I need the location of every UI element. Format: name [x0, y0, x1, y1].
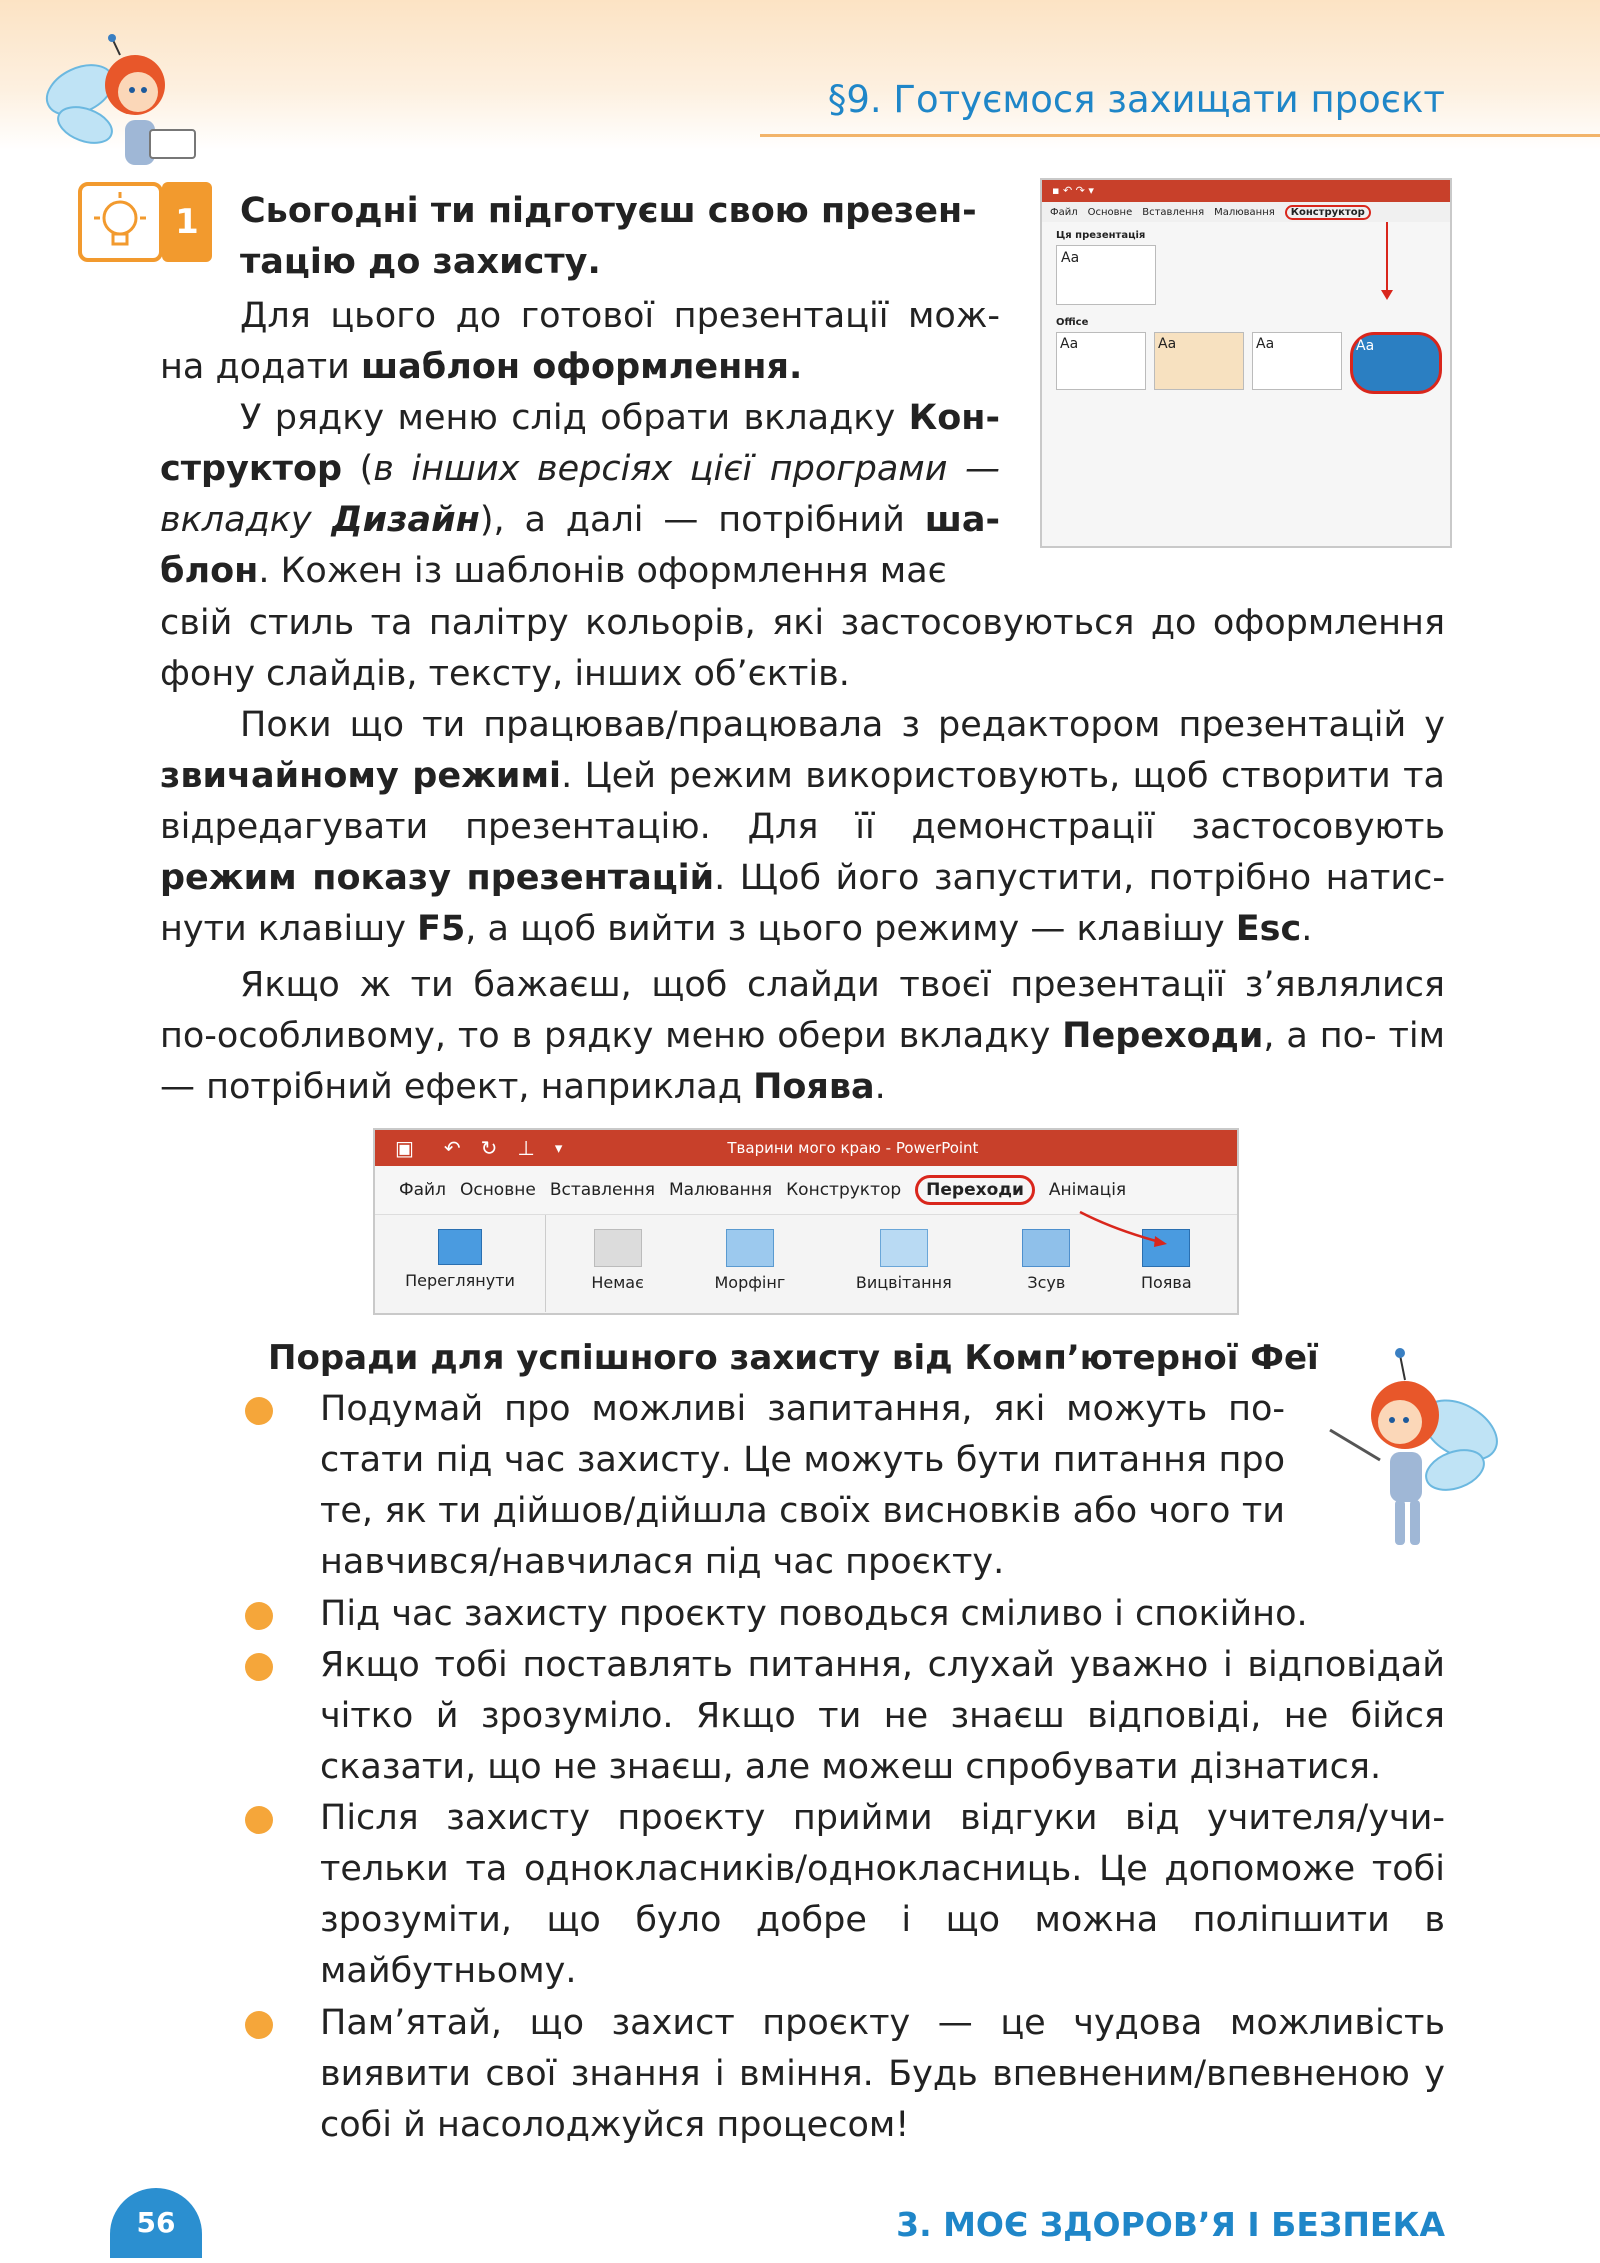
p2-text3: ), а далі — потрібний: [479, 500, 925, 540]
bullet-icon: [245, 1806, 273, 1834]
fairy-illustration: [40, 30, 220, 200]
theme-thumb-selected[interactable]: Aa: [1350, 332, 1442, 394]
paragraph-template: [160, 291, 1000, 393]
p4-text1: Якщо ж ти бажаєш, щоб слайди твоєї презентації з’являлися по-особливому, то в рядку меню обери вкладку: [160, 965, 1445, 1056]
p2-text5: свій стиль та палітру кольорів, які застосовуються до оформлення фону слайдів, тексту, інших об’єктів.: [160, 603, 1445, 694]
undo-icon[interactable]: ↶: [443, 1136, 461, 1160]
constructor-screenshot: [1040, 178, 1452, 548]
section-title: 3. МОЄ ЗДОРОВ’Я І БЕЗПЕКА: [896, 2205, 1445, 2244]
tab-design[interactable]: Конструктор: [786, 1180, 902, 1200]
bullet-icon: [245, 1397, 273, 1425]
lightbulb-icon: [78, 182, 163, 262]
bullet-icon: [245, 1602, 273, 1630]
p3-bold2: режим показу презентацій: [160, 858, 715, 898]
effect-label: Вицвітання: [855, 1273, 952, 1292]
chapter-title: §9. Готуємося захищати проєкт: [827, 78, 1445, 121]
bullet-icon: [245, 1653, 273, 1681]
shot1-titlebar: ▪ ↶ ↷ ▾: [1042, 180, 1450, 202]
p2-bold1: Кон- структор: [160, 398, 1000, 489]
p1-text: Для цього до готової презентації мож- на додати: [160, 296, 1000, 387]
paragraph-modes: [160, 700, 1445, 955]
shot1-section-current: Ця презентація: [1056, 230, 1146, 241]
effects-gallery: [546, 1215, 1237, 1312]
effect-fade[interactable]: [856, 1215, 952, 1312]
p4-text2: , а по- тім — потрібний ефект, наприклад: [160, 1016, 1445, 1107]
paragraph-constructor: [160, 393, 1000, 597]
p4-bold2: Поява: [753, 1067, 875, 1107]
header-divider: [760, 134, 1600, 137]
save-icon[interactable]: ▣: [395, 1136, 414, 1160]
tip-item: Пам’ятай, що захист проєкту — це чудова можливість виявити свої знання і вміння. Будь впевненим/впевненою у собі й насолоджуйся процесом!: [320, 2003, 1445, 2145]
customize-icon[interactable]: ▾: [554, 1139, 563, 1157]
shot1-tab-home[interactable]: Основне: [1087, 206, 1133, 218]
effect-label: Зсув: [1027, 1273, 1066, 1292]
p3-text4: , а щоб вийти з цього режиму — клавішу: [465, 909, 1236, 949]
shot2-ribbon: [375, 1215, 1237, 1312]
present-icon[interactable]: ⊥: [517, 1136, 535, 1160]
p2-bold2: ша- блон: [160, 500, 1001, 591]
intro-line1: Сьогодні ти підготуєш свою презен-: [240, 191, 977, 231]
p3-bold3: F5: [417, 909, 466, 949]
p4-text3: .: [874, 1067, 886, 1107]
shot1-current-theme[interactable]: Aa: [1056, 245, 1156, 305]
tip-item: Якщо тобі поставлять питання, слухай уважно і відповідай чітко й зрозуміло. Якщо ти не знаєш відповіді, не бійся сказати, що не знаєш, але можеш спробувати дізнатися.: [320, 1645, 1445, 1787]
shot1-section-office: Office: [1056, 317, 1089, 328]
theme-thumb[interactable]: Aa: [1056, 332, 1146, 390]
fairy-illustration: [1310, 1340, 1500, 1570]
shot1-theme-gallery: [1042, 332, 1450, 394]
effect-push-icon: [1022, 1229, 1070, 1267]
effect-morph-icon: [726, 1229, 774, 1267]
p2-text4: . Кожен із шаблонів оформлення має: [258, 551, 947, 591]
tab-animations[interactable]: Анімація: [1048, 1180, 1127, 1200]
effect-appear-icon: [1142, 1229, 1190, 1267]
effect-none-icon: [594, 1229, 642, 1267]
effect-push[interactable]: [1022, 1215, 1070, 1312]
tip-item: Подумай про можливі запитання, які можуть по- стати під час захисту. Це можуть бути питання про те, як ти дійшов/дійшла своїх висновків або чого ти навчився/навчилася під час проєкту.: [320, 1389, 1285, 1582]
shot2-titlebar: [375, 1130, 1237, 1166]
page-number: 56: [110, 2188, 202, 2258]
shot1-tab-file[interactable]: Файл: [1050, 206, 1078, 218]
theme-thumb[interactable]: Aa: [1154, 332, 1244, 390]
task-number: 1: [162, 182, 212, 262]
shot1-arrow: [1042, 200, 1450, 300]
shot1-tab-insert[interactable]: Вставлення: [1142, 206, 1205, 218]
p3-bold1: звичайному режимі: [160, 756, 562, 796]
intro-line2: тацію до захисту.: [240, 242, 601, 282]
preview-group[interactable]: [375, 1215, 546, 1312]
header-band: [0, 0, 1600, 150]
redo-icon[interactable]: ↻: [480, 1136, 498, 1160]
preview-icon: [438, 1229, 482, 1265]
p2-text1: У рядку меню слід обрати вкладку: [240, 398, 909, 438]
tab-transitions[interactable]: Переходи: [915, 1175, 1035, 1205]
p2-bolditalic: Дизайн: [331, 500, 480, 540]
p3-text3: . Щоб його запустити, потрібно натис- нути клавішу: [160, 858, 1445, 949]
transitions-screenshot: [373, 1128, 1239, 1315]
p4-bold1: Переходи: [1062, 1016, 1264, 1056]
effect-appear[interactable]: [1141, 1215, 1192, 1312]
tip-item: Під час захисту проєкту поводься сміливо і спокійно.: [320, 1594, 1308, 1634]
shot1-tab-draw[interactable]: Малювання: [1214, 206, 1275, 218]
shot2-window-title: Тварини мого краю - PowerPoint: [727, 1139, 979, 1157]
tip-item: Після захисту проєкту прийми відгуки від учителя/учи- тельки та однокласників/однокласниць. Це допоможе тобі зрозуміти, що було добре і що можна поліпшити в майбутньому.: [320, 1798, 1445, 1991]
tab-draw[interactable]: Малювання: [668, 1180, 773, 1200]
tab-insert[interactable]: Вставлення: [549, 1180, 655, 1200]
p2-italic: в інших версіях цієї програми — вкладку: [160, 449, 1000, 540]
p2-text2: (: [342, 449, 374, 489]
p3-bold4: Esc: [1235, 909, 1302, 949]
theme-thumb[interactable]: Aa: [1252, 332, 1342, 390]
effect-label: Поява: [1140, 1273, 1192, 1292]
p1-bold: шаблон оформлення.: [360, 347, 803, 387]
p3-text2: . Цей режим використовують, щоб створити та відредагувати презентацію. Для її демонстрації застосовують: [160, 756, 1446, 847]
effect-morph[interactable]: [714, 1215, 785, 1312]
tab-home[interactable]: Основне: [459, 1180, 536, 1200]
p3-text5: .: [1301, 909, 1313, 949]
tab-file[interactable]: Файл: [399, 1180, 446, 1200]
tips-title: Поради для успішного захисту від Комп’ютерної Феї: [268, 1338, 1319, 1378]
paragraph-transitions: [160, 960, 1445, 1113]
effect-label: Немає: [591, 1273, 644, 1292]
p3-text1: Поки що ти працював/працювала з редактором презентацій у: [240, 705, 1445, 745]
paragraph-constructor-cont: [160, 598, 1445, 700]
shot1-tab-design[interactable]: Конструктор: [1285, 205, 1371, 220]
bullet-icon: [245, 2011, 273, 2039]
preview-label: Переглянути: [405, 1271, 515, 1290]
effect-fade-icon: [880, 1229, 928, 1267]
intro-text: [240, 186, 1000, 288]
shot2-tabs: [375, 1166, 1237, 1215]
effect-none[interactable]: [591, 1215, 644, 1312]
effect-label: Морфінг: [714, 1273, 786, 1292]
